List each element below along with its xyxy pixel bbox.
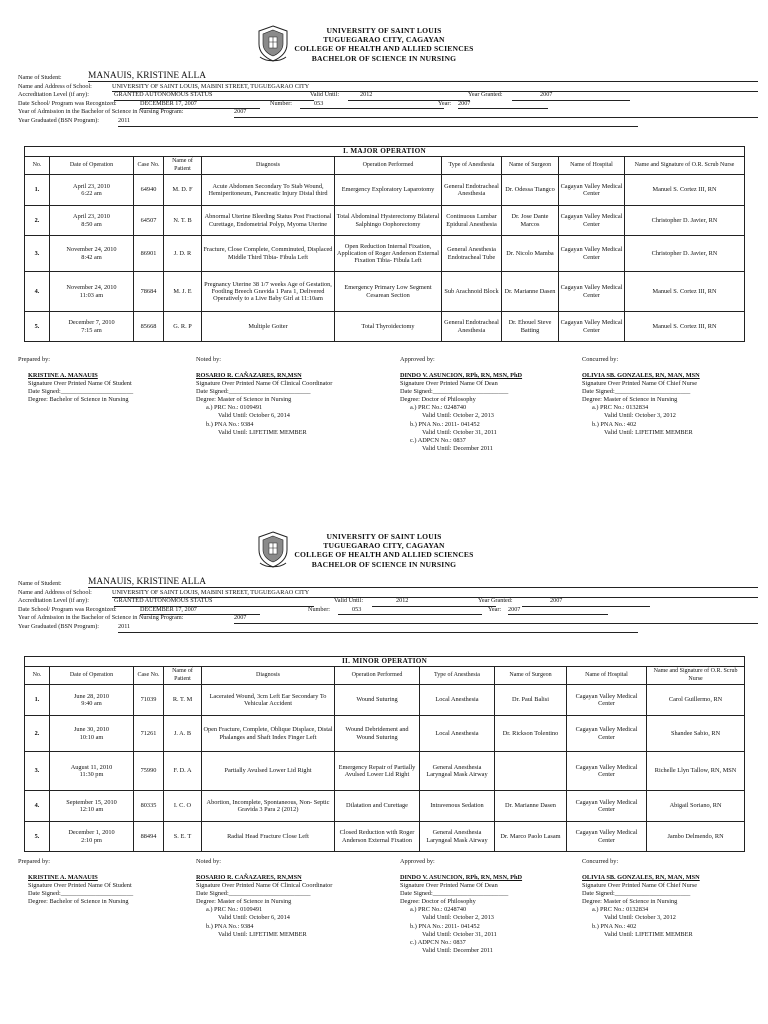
- cell-diagnosis: Pregnancy Uterine 38 1/7 weeks Age of Gestation, Footling Breech Gravida 1 Para 1, Delivered Operatively to a Live Baby Girl at 11:10am: [202, 272, 335, 312]
- cell-surgeon: Dr. Ehouel Steve Batting: [502, 312, 559, 342]
- cell-case: 78684: [134, 272, 164, 312]
- cell-case: 86901: [134, 236, 164, 272]
- table-row: [25, 685, 745, 716]
- cell-anesthesia: Local Anesthesia: [420, 716, 495, 752]
- column-header-hospital: Name of Hospital: [567, 667, 647, 685]
- admission-value: 2007: [234, 614, 758, 624]
- cell-patient: F. D. A: [164, 752, 202, 791]
- cell-anesthesia: General Endotracheal Anesthesia: [442, 175, 502, 206]
- table-row: [25, 791, 745, 822]
- signatory-detail-line: Date Signed:________________________: [400, 388, 509, 396]
- header-line-university: UNIVERSITY OF SAINT LOUIS: [326, 532, 442, 541]
- header-line-program: BACHELOR OF SCIENCE IN NURSING: [311, 559, 457, 569]
- recognized-value: DECEMBER 17, 2007: [140, 606, 260, 616]
- cell-no: 4.: [25, 791, 50, 822]
- signatory-detail-line: Signature Over Printed Name Of Clinical Coordinator: [196, 882, 333, 890]
- signatory-detail-line: a.) PRC No.: 0132834: [592, 404, 649, 412]
- signatory-detail-line: Degree: Doctor of Philosophy: [400, 396, 476, 404]
- valid-until-label: Valid Until:: [334, 597, 364, 605]
- signatory-detail-line: Signature Over Printed Name Of Chief Nurse: [582, 882, 698, 890]
- accreditation-value: GRANTED AUTONOMOUS STATUS: [114, 91, 314, 101]
- number-label: Number:: [308, 605, 330, 613]
- school-value: UNIVERSITY OF SAINT LOUIS, MABINI STREET, TUGUEGARAO CITY: [112, 83, 758, 93]
- cell-nurse: Richelle Llyn Tallow, RN, MSN: [647, 752, 745, 791]
- cell-case: 75990: [134, 752, 164, 791]
- header-line-program: BACHELOR OF SCIENCE IN NURSING: [311, 53, 457, 63]
- cell-surgeon: Dr. Paul Balisi: [495, 685, 567, 716]
- number-value: 053: [338, 606, 482, 616]
- graduated-value: 2011: [118, 623, 638, 633]
- cell-date: [50, 312, 134, 342]
- table-row: [25, 272, 745, 312]
- cell-date: [50, 272, 134, 312]
- table-row: [25, 175, 745, 206]
- cell-surgeon: Dr. Marianne Dasen: [495, 791, 567, 822]
- admission-label: Year of Admission in the Bachelor of Science in Nursing Program:: [18, 614, 184, 622]
- column-header-no: No.: [25, 667, 50, 685]
- cell-anesthesia: General Anesthesia Laryngeal Mask Airway: [420, 752, 495, 791]
- cell-no: 1.: [25, 175, 50, 206]
- header-line-city: TUGUEGARAO CITY, CAGAYAN: [323, 541, 445, 551]
- cell-anesthesia: General Endotracheal Anesthesia: [442, 312, 502, 342]
- cell-date-value: June 30, 2010: [73, 726, 110, 734]
- signatory-role-label: Prepared by:: [18, 858, 50, 865]
- cell-no: 1.: [25, 685, 50, 716]
- cell-hospital: Cagayan Valley Medical Center: [559, 206, 625, 236]
- cell-diagnosis: Lacerated Wound, 3cm Left Ear Secondary To Vehicular Accident: [202, 685, 335, 716]
- cell-date-value: June 28, 2010: [73, 692, 110, 700]
- signatory-detail-line: Degree: Bachelor of Science in Nursing: [28, 396, 129, 404]
- cell-date-value: December 7, 2010: [68, 319, 115, 327]
- cell-date-value: November 24, 2010: [66, 246, 117, 254]
- cell-operation: Total Thyroidectomy: [335, 312, 442, 342]
- table-row: [25, 236, 745, 272]
- signatory-detail-line: Date Signed:__________________________: [196, 890, 311, 898]
- signatory-detail-line: Valid Until: December 2011: [422, 946, 493, 954]
- signatory-detail-line: Valid Until: LIFETIME MEMBER: [604, 930, 693, 938]
- cell-nurse: Jambo Delmendo, RN: [647, 822, 745, 852]
- year-label: Year:: [438, 99, 452, 107]
- recognized-value: DECEMBER 17, 2007: [140, 100, 260, 110]
- graduated-label: Year Graduated (BSN Program):: [18, 116, 99, 124]
- cell-no: 2.: [25, 206, 50, 236]
- signatory-role-label: Approved by:: [400, 858, 435, 865]
- signatory-detail-line: Valid Until: October 31, 2011: [422, 428, 497, 436]
- column-header-anesthesia: Type of Anesthesia: [420, 667, 495, 685]
- student-name-value: MANAUIS, KRISTINE ALLA: [88, 72, 758, 82]
- signatory-role-label: Prepared by:: [18, 356, 50, 363]
- column-header-operation: Operation Performed: [335, 157, 442, 175]
- signatory-detail-line: Date Signed:_______________________: [28, 388, 134, 396]
- table-row: [25, 752, 745, 791]
- column-header-patient: Name of Patient: [164, 667, 202, 685]
- cell-date: [50, 175, 134, 206]
- cell-nurse: Manuel S. Cortez III, RN: [625, 312, 745, 342]
- signatory-name: DINDO V. ASUNCION, RPh, RN, MSN, PhD: [400, 874, 523, 881]
- cell-no: 2.: [25, 716, 50, 752]
- year-label: Year:: [488, 605, 502, 613]
- cell-surgeon: Dr. Marianne Dasen: [502, 272, 559, 312]
- cell-case: 88494: [134, 822, 164, 852]
- valid-until-value: 2012: [348, 91, 470, 101]
- cell-surgeon: Dr. Marco Paolo Lasam: [495, 822, 567, 852]
- signatory-detail-line: a.) PRC No.: 0248740: [410, 906, 467, 914]
- column-header-date: Date of Operation: [50, 157, 134, 175]
- signatory-name: KRISTINE A. MANAUIS: [28, 874, 98, 881]
- cell-diagnosis: Acute Abdomen Secondary To Stab Wound, Hemiperitoneum, Pancreatic Injury Distal third: [202, 175, 335, 206]
- signatory-detail-line: Signature Over Printed Name Of Student: [28, 380, 132, 388]
- signatory-detail-line: Date Signed:________________________: [400, 890, 509, 898]
- cell-anesthesia: Sub Arachnoid Block: [442, 272, 502, 312]
- signatory-detail-line: Valid Until: LIFETIME MEMBER: [218, 428, 307, 436]
- cell-date-value: April 23, 2010: [73, 213, 110, 221]
- signatory-role-label: Noted by:: [196, 858, 222, 865]
- accreditation-value: GRANTED AUTONOMOUS STATUS: [114, 597, 314, 607]
- number-value: 053: [300, 100, 444, 110]
- cell-nurse: Christopher D. Javier, RN: [625, 236, 745, 272]
- cell-surgeon: [495, 752, 567, 791]
- signatory-detail-line: a.) PRC No.: 0109491: [206, 906, 263, 914]
- year-granted-value: 2007: [522, 597, 650, 607]
- cell-hospital: Cagayan Valley Medical Center: [567, 752, 647, 791]
- column-header-anesthesia: Type of Anesthesia: [442, 157, 502, 175]
- cell-time-value: 9:40 am: [81, 700, 102, 707]
- signatory-detail-line: a.) PRC No.: 0109491: [206, 404, 263, 412]
- signatory-detail-line: Valid Until: October 31, 2011: [422, 930, 497, 938]
- recognized-label: Date School/ Program was Recognized:: [18, 99, 117, 107]
- graduated-value: 2011: [118, 117, 638, 127]
- cell-anesthesia: Intravenous Sedation: [420, 791, 495, 822]
- header-line-city: TUGUEGARAO CITY, CAGAYAN: [323, 35, 445, 45]
- signatory-detail-line: Valid Until: October 6, 2014: [218, 412, 290, 420]
- cell-case: 80335: [134, 791, 164, 822]
- column-header-no: No.: [25, 157, 50, 175]
- cell-time-value: 12:10 am: [79, 806, 104, 813]
- cell-date-value: April 23, 2010: [73, 182, 110, 190]
- column-header-diagnosis: Diagnosis: [202, 157, 335, 175]
- cell-patient: G. R. P: [164, 312, 202, 342]
- signatory-detail-line: Signature Over Printed Name Of Student: [28, 882, 132, 890]
- cell-operation: Emergency Primary Low Segment Cesarean Section: [335, 272, 442, 312]
- year-granted-label: Year Granted:: [468, 91, 503, 99]
- signatory-detail-line: Valid Until: October 3, 2012: [604, 412, 676, 420]
- cell-nurse: Christopher D. Javier, RN: [625, 206, 745, 236]
- school-label: Name and Address of School:: [18, 82, 92, 90]
- cell-hospital: Cagayan Valley Medical Center: [567, 791, 647, 822]
- minor-operation-table: [24, 656, 745, 852]
- cell-patient: M. J. E: [164, 272, 202, 312]
- cell-nurse: Manuel S. Cortez III, RN: [625, 175, 745, 206]
- major-table-title: I. MAJOR OPERATION: [25, 147, 745, 157]
- column-header-hospital: Name of Hospital: [559, 157, 625, 175]
- minor-table-title: II. MINOR OPERATION: [25, 657, 745, 667]
- cell-date: [50, 791, 134, 822]
- signatory-detail-line: b.) PNA No.: 9384: [206, 922, 254, 930]
- cell-operation: Emergency Exploratory Laparotomy: [335, 175, 442, 206]
- student-name-value: MANAUIS, KRISTINE ALLA: [88, 578, 758, 588]
- signatory-detail-line: Date Signed:________________________: [582, 890, 691, 898]
- signatory-detail-line: Signature Over Printed Name Of Chief Nurse: [582, 380, 698, 388]
- column-header-nurse: Name and Signature of O.R. Scrub Nurse: [647, 667, 745, 685]
- column-header-date: Date of Operation: [50, 667, 134, 685]
- signatory-detail-line: b.) PNA No.: 2011- 041452: [410, 420, 480, 428]
- signatory-detail-line: Valid Until: December 2011: [422, 444, 493, 452]
- cell-hospital: Cagayan Valley Medical Center: [567, 716, 647, 752]
- column-header-operation: Operation Performed: [335, 667, 420, 685]
- table-row: [25, 206, 745, 236]
- signatory-detail-line: Date Signed:__________________________: [196, 388, 311, 396]
- cell-case: 71039: [134, 685, 164, 716]
- cell-surgeon: Dr. Jose Dante Marcos: [502, 206, 559, 236]
- cell-no: 5.: [25, 312, 50, 342]
- cell-case: 85668: [134, 312, 164, 342]
- signatory-detail-line: Degree: Master of Science in Nursing: [196, 396, 292, 404]
- signatory-name: ROSARIO R. CAÑAZARES, RN,MSN: [196, 874, 302, 881]
- signatory-name: ROSARIO R. CAÑAZARES, RN,MSN: [196, 372, 302, 379]
- signatory-detail-line: Date Signed:_______________________: [28, 890, 134, 898]
- student-name-label: Name of Student:: [18, 74, 62, 81]
- column-header-surgeon: Name of Surgeon: [502, 157, 559, 175]
- admission-label: Year of Admission in the Bachelor of Science in Nursing Program:: [18, 108, 184, 116]
- cell-operation: Dilatation and Curettage: [335, 791, 420, 822]
- signatory-detail-line: Valid Until: October 3, 2012: [604, 914, 676, 922]
- cell-surgeon: Dr. Nicolo Mamba: [502, 236, 559, 272]
- signatory-detail-line: b.) PNA No.: 2011- 041452: [410, 922, 480, 930]
- cell-date: [50, 822, 134, 852]
- signatory-role-label: Noted by:: [196, 356, 222, 363]
- recognized-label: Date School/ Program was Recognized:: [18, 605, 117, 613]
- signatory-name: DINDO V. ASUNCION, RPh, RN, MSN, PhD: [400, 372, 523, 379]
- cell-patient: I. C. O: [164, 791, 202, 822]
- form-minor-operation: [0, 528, 768, 954]
- signatory-detail-line: Signature Over Printed Name Of Dean: [400, 882, 498, 890]
- cell-no: 3.: [25, 752, 50, 791]
- signatory-detail-line: Valid Until: LIFETIME MEMBER: [604, 428, 693, 436]
- signatory-detail-line: Degree: Doctor of Philosophy: [400, 898, 476, 906]
- signatory-detail-line: Signature Over Printed Name Of Clinical Coordinator: [196, 380, 333, 388]
- year-value: 2007: [458, 100, 548, 110]
- student-info: [18, 71, 763, 126]
- year-value: 2007: [508, 606, 608, 616]
- signatory-name: OLIVIA SB. GONZALES, RN, MAN, MSN: [582, 372, 700, 379]
- year-granted-label: Year Granted:: [478, 597, 513, 605]
- document-header: [0, 528, 768, 572]
- cell-date: [50, 685, 134, 716]
- cell-hospital: Cagayan Valley Medical Center: [559, 175, 625, 206]
- year-granted-value: 2007: [512, 91, 630, 101]
- signatory-detail-line: Signature Over Printed Name Of Dean: [400, 380, 498, 388]
- signatory-role-label: Concurred by:: [582, 858, 619, 865]
- signatory-detail-line: Date Signed:________________________: [582, 388, 691, 396]
- cell-time-value: 10:10 am: [79, 733, 104, 741]
- admission-value: 2007: [234, 108, 758, 118]
- valid-until-label: Valid Until:: [310, 91, 340, 99]
- cell-date: [50, 716, 134, 752]
- cell-nurse: Carol Guillermo, RN: [647, 685, 745, 716]
- accreditation-label: Accreditation Level (if any):: [18, 597, 89, 605]
- cell-diagnosis: Radial Head Fracture Close Left: [202, 822, 335, 852]
- signatory-role-label: Concurred by:: [582, 356, 619, 363]
- header-line-college: COLLEGE OF HEALTH AND ALLIED SCIENCES: [294, 550, 474, 560]
- cell-case: 64507: [134, 206, 164, 236]
- column-header-case: Case No.: [134, 157, 164, 175]
- cell-anesthesia: General Anesthesia Laryngeal Mask Airway: [420, 822, 495, 852]
- cell-time-value: 8:50 am: [81, 220, 102, 228]
- signatory-detail-line: b.) PNA No.: 9384: [206, 420, 254, 428]
- major-operation-table: [24, 146, 745, 342]
- signatory-detail-line: b.) PNA No.: 402: [592, 420, 637, 428]
- cell-case: 71261: [134, 716, 164, 752]
- document-header: [0, 22, 768, 66]
- cell-anesthesia: Local Anesthesia: [420, 685, 495, 716]
- cell-operation: Emergency Repair of Partially Avulsed Lower Lid Right: [335, 752, 420, 791]
- header-line-university: UNIVERSITY OF SAINT LOUIS: [326, 26, 442, 35]
- student-name-label: Name of Student:: [18, 580, 62, 587]
- cell-anesthesia: General Anesthesia Endotracheal Tube: [442, 236, 502, 272]
- signatory-detail-line: Degree: Master of Science in Nursing: [582, 898, 678, 906]
- cell-date: [50, 752, 134, 791]
- cell-operation: Open Reduction Internal Fixation, Application of Roger Anderson External Fixation Tibia- Fibula Left: [335, 236, 442, 272]
- student-info: [18, 577, 763, 632]
- cell-patient: S. E. T: [164, 822, 202, 852]
- school-value: UNIVERSITY OF SAINT LOUIS, MABINI STREET, TUGUEGARAO CITY: [112, 589, 758, 599]
- cell-anesthesia: Continuous Lumbar Epidural Anesthesia: [442, 206, 502, 236]
- cell-time-value: 6:22 am: [81, 190, 102, 197]
- cell-hospital: Cagayan Valley Medical Center: [567, 822, 647, 852]
- cell-patient: N. T. B: [164, 206, 202, 236]
- column-header-case: Case No.: [134, 667, 164, 685]
- cell-patient: R. T. M: [164, 685, 202, 716]
- cell-date: [50, 236, 134, 272]
- column-header-diagnosis: Diagnosis: [202, 667, 335, 685]
- cell-diagnosis: Abortion, Incomplete, Spontaneous, Non- Septic Gravida 3 Para 2 (2012): [202, 791, 335, 822]
- signatory-detail-line: Valid Until: October 6, 2014: [218, 914, 290, 922]
- cell-time-value: 2:10 pm: [81, 836, 102, 844]
- valid-until-value: 2012: [372, 597, 496, 607]
- signatory-detail-line: Valid Until: October 2, 2013: [422, 412, 494, 420]
- signatory-detail-line: Degree: Bachelor of Science in Nursing: [28, 898, 129, 906]
- cell-date: [50, 206, 134, 236]
- signatory-detail-line: c.) ADPCN No.: 0837: [410, 436, 466, 444]
- cell-case: 64940: [134, 175, 164, 206]
- cell-patient: J. D. R: [164, 236, 202, 272]
- cell-no: 3.: [25, 236, 50, 272]
- school-label: Name and Address of School:: [18, 588, 92, 596]
- cell-diagnosis: Abnormal Uterine Bleeding Status Post Fractional Curettage, Endometrial Polyp, Myoma Uterine: [202, 206, 335, 236]
- cell-time-value: 11:30 pm: [79, 771, 104, 778]
- cell-hospital: Cagayan Valley Medical Center: [567, 685, 647, 716]
- cell-date-value: November 24, 2010: [66, 284, 117, 292]
- cell-no: 4.: [25, 272, 50, 312]
- cell-time-value: 8:42 am: [81, 253, 102, 261]
- signatory-detail-line: Degree: Master of Science in Nursing: [582, 396, 678, 404]
- signatory-name: OLIVIA SB. GONZALES, RN, MAN, MSN: [582, 874, 700, 881]
- accreditation-label: Accreditation Level (if any):: [18, 91, 89, 99]
- graduated-label: Year Graduated (BSN Program):: [18, 622, 99, 630]
- cell-date-value: August 11, 2010: [70, 763, 113, 771]
- header-line-college: COLLEGE OF HEALTH AND ALLIED SCIENCES: [294, 44, 474, 54]
- cell-operation: Wound Debridement and Wound Suturing: [335, 716, 420, 752]
- cell-date-value: September 15, 2010: [66, 798, 117, 806]
- cell-operation: Wound Suturing: [335, 685, 420, 716]
- cell-date-value: December 1, 2010: [68, 829, 115, 837]
- cell-operation: Closed Reduction with Roger Anderson External Fixation: [335, 822, 420, 852]
- signatory-detail-line: c.) ADPCN No.: 0837: [410, 938, 466, 946]
- cell-nurse: Manuel S. Cortez III, RN: [625, 272, 745, 312]
- table-row: [25, 716, 745, 752]
- cell-patient: J. A. B: [164, 716, 202, 752]
- cell-surgeon: Dr. Rickson Tolentino: [495, 716, 567, 752]
- cell-no: 5.: [25, 822, 50, 852]
- signatory-role-label: Approved by:: [400, 356, 435, 363]
- table-row: [25, 312, 745, 342]
- signatory-detail-line: Degree: Master of Science in Nursing: [196, 898, 292, 906]
- cell-diagnosis: Multiple Goiter: [202, 312, 335, 342]
- column-header-patient: Name of Patient: [164, 157, 202, 175]
- form-major-operation: [0, 22, 768, 452]
- signatory-detail-line: Valid Until: LIFETIME MEMBER: [218, 930, 307, 938]
- cell-operation: Total Abdominal Hysterectomy Bilateral Salphingo Oophorectomy: [335, 206, 442, 236]
- signatory-detail-line: a.) PRC No.: 0132834: [592, 906, 649, 914]
- column-header-surgeon: Name of Surgeon: [495, 667, 567, 685]
- table-row: [25, 822, 745, 852]
- cell-diagnosis: Open Fracture, Complete, Oblique Displace, Distal Phalanges and Shaft Index Finger Left: [202, 716, 335, 752]
- signatory-detail-line: a.) PRC No.: 0248740: [410, 404, 467, 412]
- cell-diagnosis: Fracture, Close Complete, Comminuted, Displaced Middle Third Tibia- Fibula Left: [202, 236, 335, 272]
- column-header-nurse: Name and Signature of O.R. Scrub Nurse: [625, 157, 745, 175]
- cell-nurse: Shandee Sabio, RN: [647, 716, 745, 752]
- cell-surgeon: Dr. Odessa Tiangco: [502, 175, 559, 206]
- cell-hospital: Cagayan Valley Medical Center: [559, 312, 625, 342]
- cell-patient: M. D. F: [164, 175, 202, 206]
- number-label: Number:: [270, 99, 292, 107]
- signatory-detail-line: Valid Until: October 2, 2013: [422, 914, 494, 922]
- cell-hospital: Cagayan Valley Medical Center: [559, 236, 625, 272]
- cell-hospital: Cagayan Valley Medical Center: [559, 272, 625, 312]
- signatory-detail-line: b.) PNA No.: 402: [592, 922, 637, 930]
- cell-diagnosis: Partially Avulsed Lower Lid Right: [202, 752, 335, 791]
- cell-nurse: Abigail Soriano, RN: [647, 791, 745, 822]
- signatory-name: KRISTINE A. MANAUIS: [28, 372, 98, 379]
- cell-time-value: 7:15 am: [81, 326, 102, 334]
- cell-time-value: 11:03 am: [79, 291, 104, 299]
